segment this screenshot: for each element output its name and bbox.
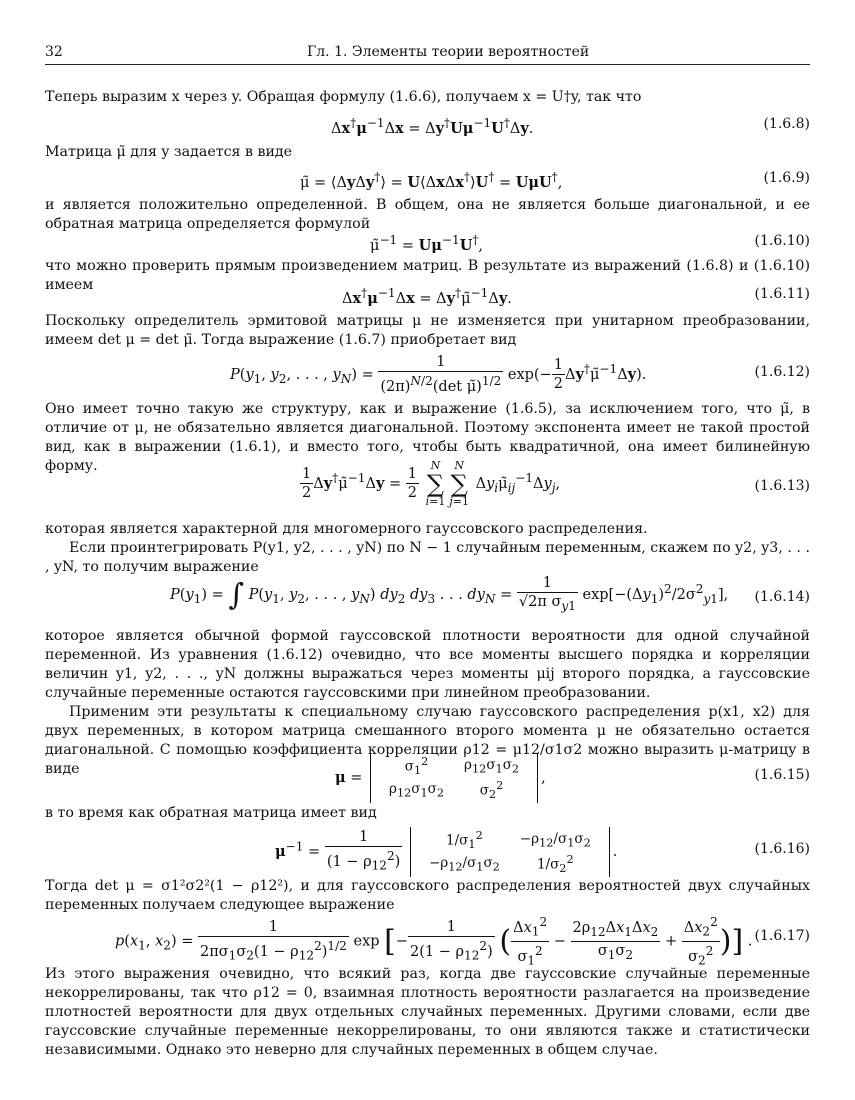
running-header	[45, 42, 810, 65]
paragraph-2: Матрица μ̃ для y задается в виде	[45, 144, 293, 160]
paragraph-13: Из этого выражения очевидно, что всякий раз, когда две гауссовские случайные переменные некоррелированы, так что ρ12 = 0, взаимная плотность вероятности разлагается на произведение плотностей вероятности для двух отдельных случайных переменных. Другими словами, если две гауссовские случайные переменные некоррелированы, то они являются также и статистически независимыми. Однако это неверно для случайных переменных в общем случае.	[45, 966, 810, 1058]
paragraph-8: Если проинтегрировать P(y1, y2, . . . , yN) по N − 1 случайным переменным, скажем по y2, y3, . . . , yN, то получим выражение	[45, 540, 810, 575]
equation-1-6-15: μ = $\sigma_1^2$ $\rho_{12}\sigma_1\sigma_2$ $\rho_{12}\sigma_1\sigma_2$ $\sigma_2^2$ , (1.6.15)	[335, 755, 810, 802]
paragraph-6: Оно имеет точно такую же структуру, как и выражение (1.6.5), за исключением того, что μ̃, в отличие от μ, не обязательно является диагональной. Поэтому экспонента имеет не такой простой вид, как в выражении (1.6.1), и вместо того, чтобы быть квадратичной, она имеет билинейную форму.	[45, 401, 810, 474]
paragraph-12: Тогда det μ = σ1²σ2²(1 − ρ12²), и для гауссовского распределения вероятностей двух случайных переменных получаем следующее выражение	[45, 878, 810, 913]
equation-1-6-17: $p(x_1$, $x_2$) = $\frac{1}{2\pi\sigma_1\sigma_2(1 - \rho_{12}^2)^{1/2}}$ exp [− $\frac{1}{2(1 - \rho_{12}^2)}$ ( $\frac{\Delta x_1^2}{\sigma_1^2}$ − $\frac{2\rho_{12}\Delta x_1\Delta x_2}{\sigma_1\sigma_2}$ + $\frac{\Delta x_2^2}{\sigma_2^2}$ )] . (1.6.17)	[115, 915, 810, 968]
equation-number: (1.6.17)	[754, 928, 810, 944]
equation-number: (1.6.15)	[754, 767, 810, 783]
equation-1-6-14: $P(y_1)$ = ∫ $P(y_1$, $y_2$, . . . , $y_N$) $dy_2$ $dy_3$ . . . $dy_N$ = $\frac{1}{√2\pi \sigma_{y1}}$ $\exp[-(\Delta y_1)^2/2\sigma^2_{y1}]$, (1.6.14)	[170, 575, 810, 613]
equation-number: (1.6.10)	[754, 233, 810, 249]
paragraph-5: Поскольку определитель эрмитовой матрицы μ не изменяется при унитарном преобразовании, имеем det μ = det μ̃. Тогда выражение (1.6.7) приобретает вид	[45, 313, 810, 348]
equation-number: (1.6.13)	[754, 478, 810, 494]
page: 32 Гл. 1. Элементы теории вероятностей Теперь выразим x через y. Обращая формулу (1.6.6), получаем x = U†y, так что $\Delta x^\dagger\mu^{-1}\Delta x = \Delta y^\dagger U\mu^{-1}U^\dagger\Delta y$. (1.6.8) Матрица μ̃ для y задается в виде μ̃ = ⟨ΔyΔy†⟩ = U⟨ΔxΔx†⟩U† = UμU†, (1.6.9) и является положительно определенной. В общем, она не является больше диагональной, и ее обратная матрица определяется формулой μ̃$^{-1}$ = $U\mu^{-1}U^\dagger$, (1.6.10) что можно проверить прямым произведением матриц. В результате из выражений (1.6.8) и (1.6.10) имеем $\Delta x^\dagger\mu^{-1}\Delta x$ = Δy†μ̃$^{-1}$Δy. (1.6.11) Поскольку определитель эрмитовой матрицы μ не изменяется при унитарном преобразовании, имеем det μ = det μ̃. Тогда выражение (1.6.7) приобретает вид $P(y_1$, $y_2$, . . . , $y_N$) = 1 $(2\pi)^{N/2}(\det$ μ̃)$^{1/2}$ exp(− $\frac{1}{2}$ Δy†μ̃$^{-1}$Δy). (1.6.12) Оно имеет точно такую же структуру, как и выражение (1.6.5), за исключением того, что μ̃, в отличие от μ, не обязательно является диагональной. Поэтому экспонента имеет не такой простой вид, как в выражении (1.6.1), и вместо того, чтобы быть квадратичной, она имеет билинейную форму. $\frac{1}{2}$ Δy†μ̃$^{-1}$Δy = $\frac{1}{2}$ N ∑ i=1N ∑ j=1 $\Delta y_i\mũ_{ij}^{-1}\Delta y_j$, (1.6.13) которая является характерной для многомерного гауссовского распределения. Если проинтегрировать P(y1, y2, . . . , yN) по N − 1 случайным переменным, скажем по y2, y3, . . . , yN, то получим выражение $P(y_1)$ = ∫ $P(y_1$, $y_2$, . . . , $y_N$) $dy_2$ $dy_3$ . . . $dy_N$ = $\frac{1}{√2\pi \sigma_{y1}}$ $\exp[-(\Delta y_1)^2/2\sigma^2_{y1}]$, (1.6.14) которое является обычной формой гауссовской плотности вероятности для одной случайной переменной. Из уравнения (1.6.12) очевидно, что все моменты высшего порядка и корреляции величин y1, y2, . . ., yN должны выражаться через моменты μij второго порядка, а гауссовские случайные переменные остаются гауссовскими при линейном преобразовании. Применим эти результаты к специальному случаю гауссовского распределения p(x1, x2) для двух переменных, в котором матрица смешанного второго момента μ не обязательно остается диагональной. С помощью коэффициента корреляции ρ12 = μ12/σ1σ2 можно выразить μ-матрицу в виде μ = $\sigma_1^2$ $\rho_{12}\sigma_1\sigma_2$ $\rho_{12}\sigma_1\sigma_2$ $\sigma_2^2$ , (1.6.15) в то время как обратная матрица имеет вид $\mu^{-1}$ = $\frac{1}{(1 - \rho_{12}^2)}$ $1/\sigma_1^2$ $-\rho_{12}/\sigma_1\sigma_2$ $-\rho_{12}/\sigma_1\sigma_2$ $1/\sigma_2^2$ . (1.6.16) Тогда det μ = σ1²σ2²(1 − ρ12²), и для гауссовского распределения вероятностей двух случайных переменных получаем следующее выражение $p(x_1$, $x_2$) = $\frac{1}{2\pi\sigma_1\sigma_2(1 - \rho_{12}^2)^{1/2}}$ exp [− $\frac{1}{2(1 - \rho_{12}^2)}$ ( $\frac{\Delta x_1^2}{\sigma_1^2}$ − $\frac{2\rho_{12}\Delta x_1\Delta x_2}{\sigma_1\sigma_2}$ + $\frac{\Delta x_2^2}{\sigma_2^2}$ )] . (1.6.17) Из этого выражения очевидно, что всякий раз, когда две гауссовские случайные переменные некоррелированы, так что ρ12 = 0, взаимная плотность вероятности разлагается на произведение плотностей вероятности для двух отдельных случайных переменных. Другими словами, если две гауссовские случайные переменные некоррелированы, то они являются также и статистически независимыми. Однако это неверно для случайных переменных в общем случае.	[45, 44, 810, 1058]
page-number: 32	[45, 44, 63, 60]
equation-number: (1.6.16)	[754, 841, 810, 857]
equation-number: (1.6.12)	[754, 364, 810, 380]
paragraph-9: которое является обычной формой гауссовской плотности вероятности для одной случайной переменной. Из уравнения (1.6.12) очевидно, что все моменты высшего порядка и корреляции величин y1, y2, . . ., yN должны выражаться через моменты μij второго порядка, а гауссовские случайные переменные остаются гауссовскими при линейном преобразовании.	[45, 628, 810, 701]
chapter-title: Гл. 1. Элементы теории вероятностей	[307, 44, 590, 60]
equation-number: (1.6.9)	[763, 170, 810, 186]
paragraph-7: которая является характерной для многомерного гауссовского распределения.	[45, 521, 648, 537]
equation-1-6-12: $P(y_1$, $y_2$, . . . , $y_N$) = 1 $(2\pi)^{N/2}(\det$ μ̃)$^{1/2}$ exp(− $\frac{1}{2}$ Δy†μ̃$^{-1}$Δy). (1.6.12)	[230, 354, 810, 395]
paragraph-11: в то время как обратная матрица имеет вид	[45, 805, 377, 821]
equation-number: (1.6.14)	[754, 589, 810, 605]
paragraph-3: и является положительно определенной. В общем, она не является больше диагональной, и ее обратная матрица определяется формулой	[45, 197, 810, 232]
paragraph-1: Теперь выразим x через y. Обращая формулу (1.6.6), получаем x = U†y, так что	[45, 89, 642, 105]
paragraph-10: Применим эти результаты к специальному случаю гауссовского распределения p(x1, x2) для двух переменных, в котором матрица смешанного второго момента μ не обязательно остается диагональной. С помощью коэффициента корреляции ρ12 = μ12/σ1σ2 можно выразить μ-матрицу в виде	[45, 704, 810, 777]
equation-1-6-13: $\frac{1}{2}$ Δy†μ̃$^{-1}$Δy = $\frac{1}{2}$ N ∑ i=1N ∑ j=1 $\Delta y_i\mũ_{ij}^{-1}\Delta y_j$, (1.6.13)	[302, 459, 810, 508]
equation-number: (1.6.8)	[763, 116, 810, 132]
equation-1-6-16: $\mu^{-1}$ = $\frac{1}{(1 - \rho_{12}^2)}$ $1/\sigma_1^2$ $-\rho_{12}/\sigma_1\sigma_2$ $-\rho_{12}/\sigma_1\sigma_2$ $1/\sigma_2^2$ . (1.6.16)	[275, 829, 810, 876]
equation-number: (1.6.11)	[754, 286, 810, 302]
paragraph-4: что можно проверить прямым произведением матриц. В результате из выражений (1.6.8) и (1.6.10) имеем	[45, 258, 810, 293]
